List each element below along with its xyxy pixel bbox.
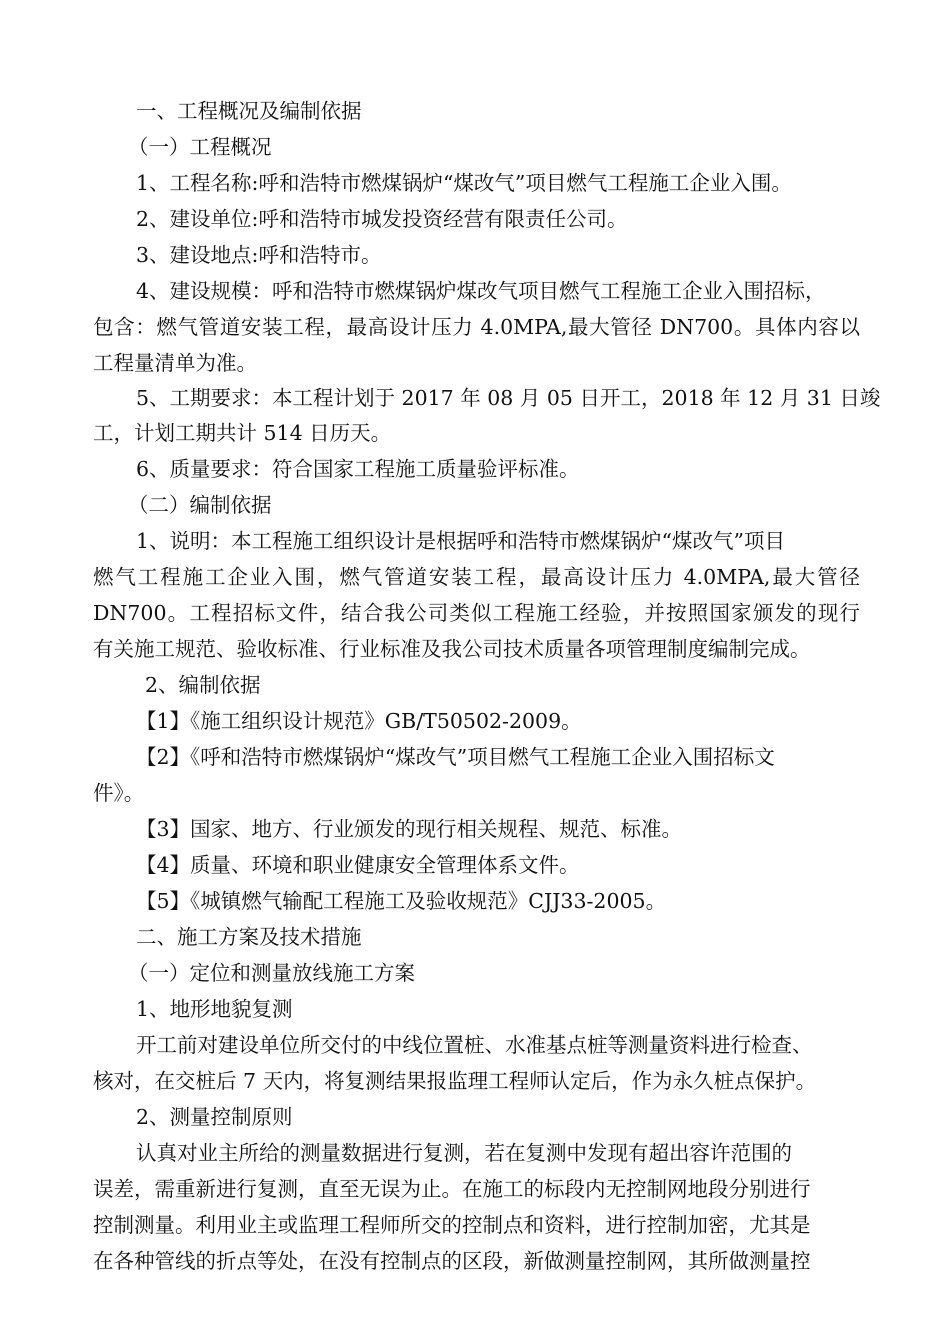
- text-line: （二）编制依据: [128, 493, 272, 517]
- text-line: 二、施工方案及技术措施: [136, 925, 362, 949]
- text-line: （一）工程概况: [128, 135, 272, 159]
- text-line: 一、工程概况及编制依据: [136, 99, 362, 123]
- text-line: 误差，需重新进行复测，直至无误为止。在施工的标段内无控制网地段分别进行: [93, 1177, 811, 1201]
- text-line: 工，计划工期共计 514 日历天。: [93, 421, 392, 445]
- text-line: 【4】质量、环境和职业健康安全管理体系文件。: [136, 853, 580, 877]
- text-line: 1、说明：本工程施工组织设计是根据呼和浩特市燃煤锅炉“煤改气”项目: [136, 529, 786, 553]
- text-line: 6、质量要求：符合国家工程施工质量验评标准。: [136, 457, 580, 481]
- text-line: 在各种管线的折点等处，在没有控制点的区段，新做测量控制网，其所做测量控: [93, 1249, 811, 1273]
- text-line: 认真对业主所给的测量数据进行复测，若在复测中发现有超出容许范围的: [136, 1141, 792, 1165]
- text-line: 件》。: [93, 781, 145, 805]
- text-line: 【5】《城镇燃气输配工程施工及验收规范》CJJ33-2005。: [136, 889, 667, 913]
- text-line: 【2】《呼和浩特市燃煤锅炉“煤改气”项目燃气工程施工企业入围招标文: [136, 745, 775, 769]
- text-line: 燃气工程施工企业入围，燃气管道安装工程，最高设计压力 4.0MPA,最大管径: [93, 565, 860, 589]
- text-line: 【1】《施工组织设计规范》GB/T50502-2009。: [136, 709, 582, 733]
- text-line: 2、测量控制原则: [136, 1105, 293, 1129]
- text-line: 工程量清单为准。: [93, 351, 257, 375]
- text-line: 5、工期要求：本工程计划于 2017 年 08 月 05 日开工，2018 年 12 月 31 日竣: [136, 386, 881, 410]
- text-line: 1、工程名称:呼和浩特市燃煤锅炉“煤改气”项目燃气工程施工企业入围。: [136, 171, 792, 195]
- text-line: 控制测量。利用业主或监理工程师所交的控制点和资料，进行控制加密，尤其是: [93, 1213, 811, 1237]
- text-line: （一）定位和测量放线施工方案: [128, 961, 415, 985]
- text-line: 4、建设规模：呼和浩特市燃煤锅炉煤改气项目燃气工程施工企业入围招标，: [136, 279, 826, 303]
- text-line: 2、编制依据: [145, 673, 261, 697]
- text-line: 核对，在交桩后 7 天内，将复测结果报监理工程师认定后，作为永久桩点保护。: [93, 1069, 817, 1093]
- text-line: 包含：燃气管道安装工程，最高设计压力 4.0MPA,最大管径 DN700。具体内容以: [93, 315, 860, 339]
- text-line: 2、建设单位:呼和浩特市城发投资经营有限责任公司。: [136, 207, 628, 231]
- text-line: 【3】国家、地方、行业颁发的现行相关规程、规范、标准。: [136, 817, 683, 841]
- text-line: 开工前对建设单位所交付的中线位置桩、水准基点桩等测量资料进行检查、: [136, 1033, 813, 1057]
- text-line: 1、地形地貌复测: [136, 997, 293, 1021]
- text-line: 有关施工规范、验收标准、行业标准及我公司技术质量各项管理制度编制完成。: [93, 637, 811, 661]
- text-line: DN700。工程招标文件，结合我公司类似工程施工经验，并按照国家颁发的现行: [93, 601, 860, 625]
- text-line: 3、建设地点:呼和浩特市。: [136, 243, 382, 267]
